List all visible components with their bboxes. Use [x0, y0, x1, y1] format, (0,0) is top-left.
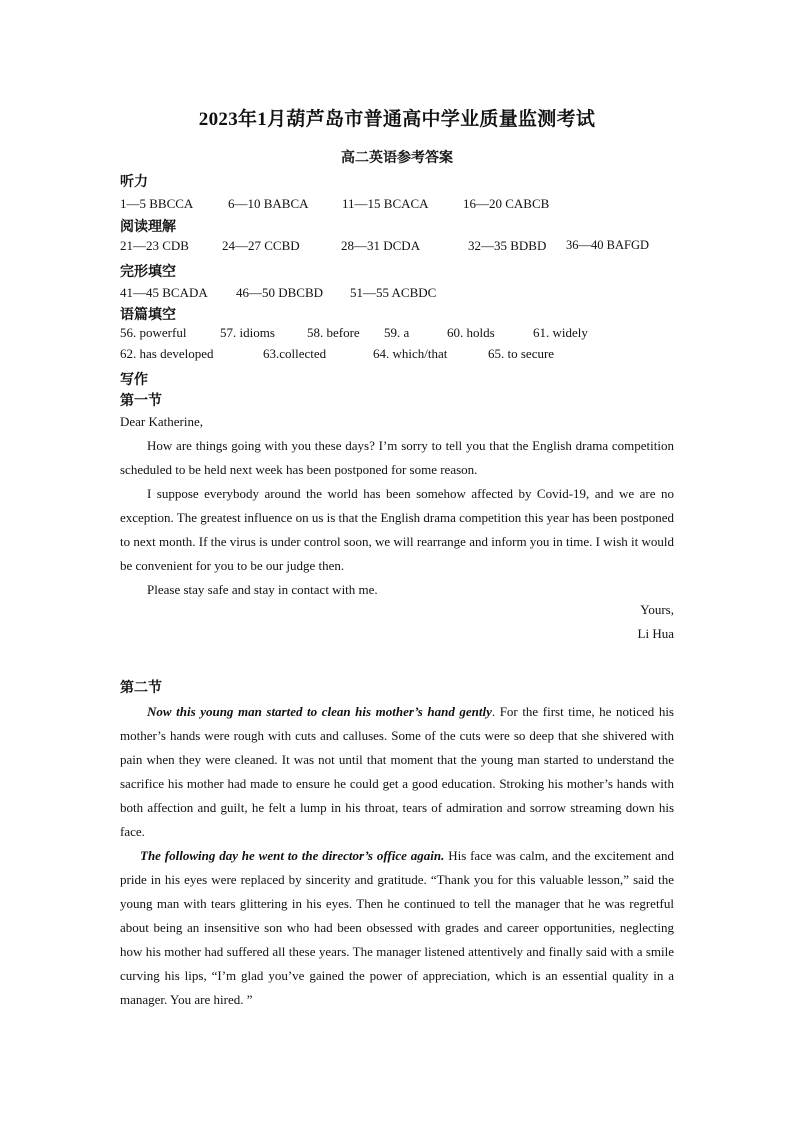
- section-heading-grammar-fill: 语篇填空: [120, 308, 176, 323]
- letter-salutation: Dear Katherine,: [120, 414, 204, 429]
- answer-item: 60. holds: [447, 325, 495, 340]
- answer-item: 65. to secure: [488, 346, 555, 361]
- exam-title: 2023年1月葫芦岛市普通高中学业质量监测考试: [198, 109, 596, 130]
- answer-group: 28—31 DCDA: [341, 238, 421, 253]
- answer-item: 61. widely: [533, 325, 588, 340]
- continuation-writing: [120, 700, 674, 1012]
- answer-item: 58. before: [307, 325, 360, 340]
- section-heading-listening: 听力: [120, 175, 148, 190]
- section-heading-writing: 写作: [120, 373, 148, 388]
- answer-group: 16—20 CABCB: [463, 196, 550, 211]
- answer-item: 59. a: [384, 325, 410, 340]
- letter-paragraph: Please stay safe and stay in contact with me.: [147, 582, 378, 597]
- answer-group: 24—27 CCBD: [222, 238, 300, 253]
- paragraph-text: His face was calm, and the excitement and pride in his eyes were replaced by sincerity and gratitude. “Thank you for this valuable lesson,” said the young man with tears glittering in his eyes. Then he continued to tell the manager that he was regretful about being an insensitive son who had been obsessed with grades and career opportunities, neglecting how his mother had suffered all these years. The manager listened attentively and finally said with a smile curving his lips, “I’m glad you’ve gained the power of appreciation, which is an essential quality in a manager. You are hired. ”: [120, 848, 674, 1007]
- answer-item: 56. powerful: [120, 325, 187, 340]
- exam-subtitle: 高二英语参考答案: [341, 151, 453, 166]
- letter-signature: Li Hua: [637, 626, 674, 641]
- continuation-paragraph-2: [120, 844, 674, 1012]
- answer-group: 41—45 BCADA: [120, 285, 208, 300]
- letter-closing: Yours,: [640, 602, 674, 617]
- answer-item: 63.collected: [263, 346, 327, 361]
- letter-paragraph: I suppose everybody around the world has been somehow affected by Covid-19, and we are no exception. The greatest influence on us is that the English drama competition this year has been postponed to next month. If the virus is under control soon, we will rearrange and inform you in time. I wish it would be convenient for you to be our judge then.: [120, 486, 674, 573]
- writing-part2-heading: 第二节: [120, 681, 162, 696]
- section-heading-reading: 阅读理解: [120, 220, 176, 235]
- answer-group: 46—50 DBCBD: [236, 285, 324, 300]
- paragraph-text: . For the first time, he noticed his mother’s hands were rough with cuts and calluses. Some of the cuts were so deep that she shivered with pain when they were cleaned. It was not until that moment that the young man started to understand the sacrifice his mother had made to ensure he could get a good education. Stroking his mother’s hands with both affection and guilt, he felt a lump in his throat, tears of admiration and sorrow streaming down his face.: [120, 704, 674, 839]
- paragraph-lead-sentence: Now this young man started to clean his mother’s hand gently: [147, 704, 492, 719]
- continuation-paragraph-1: [120, 700, 674, 844]
- writing-part1-heading: 第一节: [120, 394, 162, 409]
- answer-group: 6—10 BABCA: [228, 196, 309, 211]
- paragraph-lead-sentence: The following day he went to the director’s office again.: [140, 848, 445, 863]
- section-heading-cloze: 完形填空: [120, 265, 176, 280]
- letter-body: [120, 410, 674, 602]
- answer-item: 57. idioms: [220, 325, 275, 340]
- answer-group: 1—5 BBCCA: [120, 196, 194, 211]
- answer-group: 32—35 BDBD: [468, 238, 547, 253]
- answer-group: 51—55 ACBDC: [350, 285, 437, 300]
- answer-item: 64. which/that: [373, 346, 448, 361]
- letter-paragraph: How are things going with you these days? I’m sorry to tell you that the English drama competition scheduled to be held next week has been postponed for some reason.: [120, 438, 674, 477]
- answer-group: 11—15 BCACA: [342, 196, 429, 211]
- answer-group: 21—23 CDB: [120, 238, 189, 253]
- answer-item: 62. has developed: [120, 346, 214, 361]
- answer-group: 36—40 BAFGD: [566, 238, 649, 252]
